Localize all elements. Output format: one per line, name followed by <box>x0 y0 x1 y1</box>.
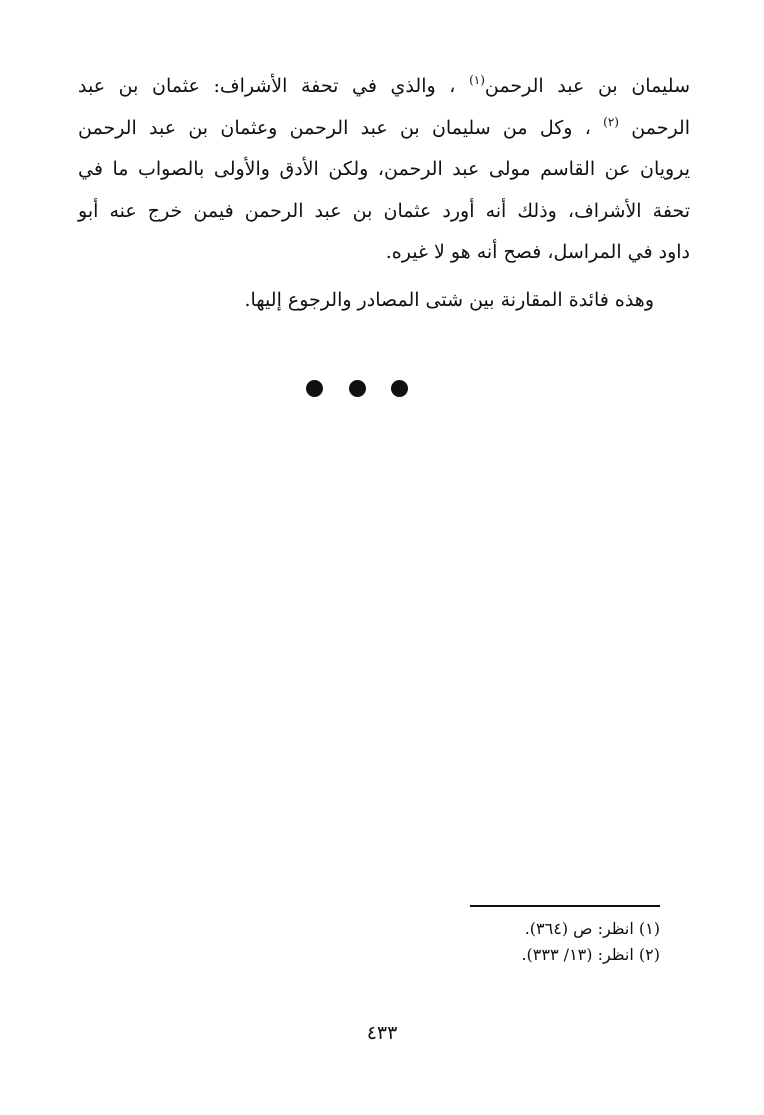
text-segment: ، وكل من سليمان بن عبد الرحمن وعثمان بن عبد الرحمن <box>78 116 591 139</box>
text-segment: ، والذي في تحفة الأشراف: عثمان بن عبد <box>78 75 456 97</box>
separator-dot <box>391 380 408 397</box>
paragraph-line-2 <box>78 108 690 150</box>
footnote-ref-1: (١) <box>469 73 485 87</box>
separator-dot <box>306 380 323 397</box>
footnotes <box>521 916 660 968</box>
text-segment: الرحمن <box>631 116 690 139</box>
paragraph-line-3: يرويان عن القاسم مولى عبد الرحمن، ولكن الأدق والأولى بالصواب ما في <box>78 158 690 180</box>
separator-dot <box>349 380 366 397</box>
footnote-divider <box>470 905 660 907</box>
footnote-1: (١) انظر: ص (٣٦٤). <box>524 919 660 938</box>
text-segment: سليمان بن عبد الرحمن <box>484 75 690 97</box>
page-number: ٤٣٣ <box>366 1022 398 1044</box>
main-paragraph <box>78 66 690 274</box>
closing-paragraph: وهذه فائدة المقارنة بين شتى المصادر والرجوع إليها. <box>244 289 654 311</box>
paragraph-line-1 <box>78 66 690 108</box>
section-separator <box>306 378 408 398</box>
paragraph-line-4: تحفة الأشراف، وذلك أنه أورد عثمان بن عبد الرحمن فيمن خرج عنه أبو <box>78 199 690 222</box>
paragraph-line-5: داود في المراسل، فصح أنه هو لا غيره. <box>385 241 690 263</box>
footnote-ref-2: (٢) <box>603 114 619 129</box>
footnote-2: (٢) انظر: (١٣/ ٣٣٣). <box>521 945 660 964</box>
